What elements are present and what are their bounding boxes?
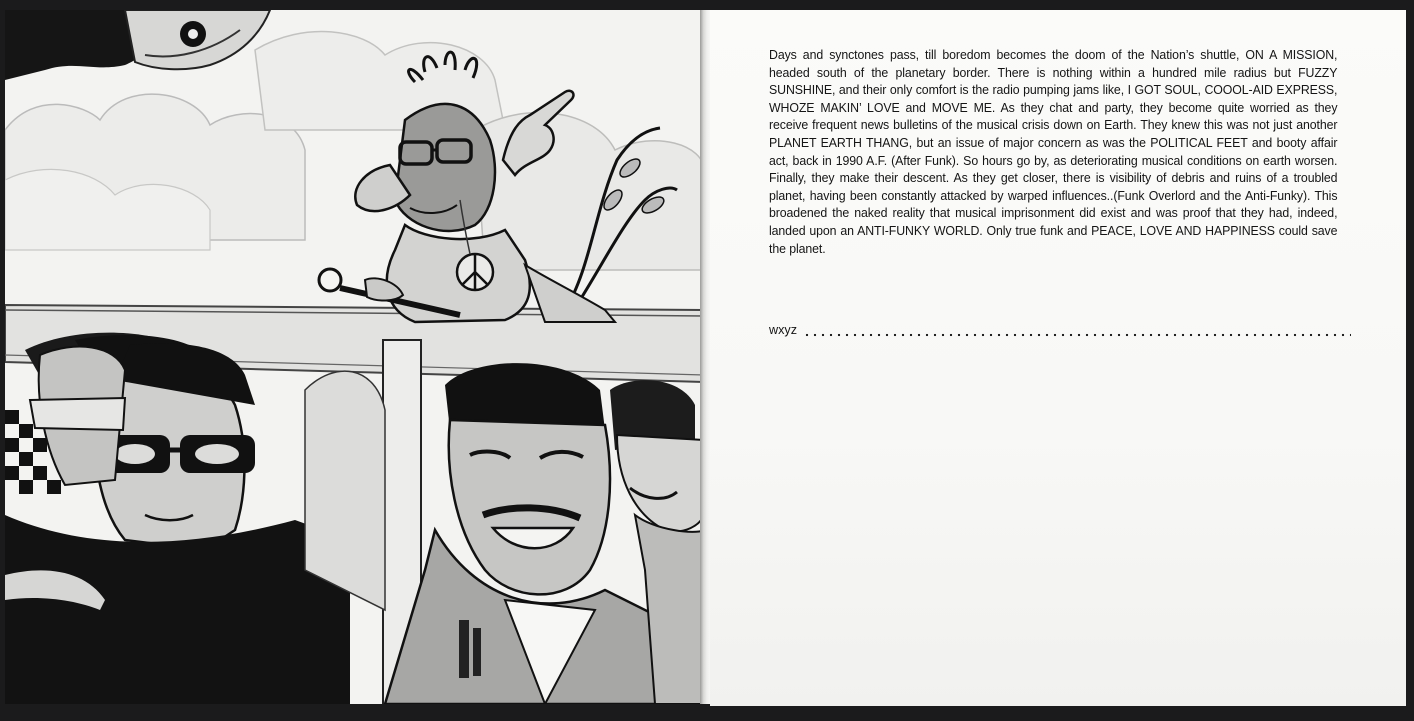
- signature-line: [769, 323, 1351, 337]
- signature: wxyz: [769, 323, 797, 337]
- text-page: [710, 10, 1406, 706]
- illustration-page: [5, 10, 704, 704]
- dotted-leader: [803, 325, 1351, 337]
- comic-illustration: [5, 10, 704, 704]
- book-gutter: [700, 10, 710, 704]
- story-paragraph: Days and synctones pass, till boredom becomes the doom of the Nation’s shuttle, ON A MISSION, headed south of the planetary border. There is nothing within a hundred mile radius but FUZZY SUNSHINE, and their only comfort is the radio pumping jams like, I GOT SOUL, COOOL-AID EXPRESS, WHOZE MAKIN’ LOVE and MOVE ME. As they chat and party, they become quite worried as they receive frequent news bulletins of the musical crisis down on Earth. They knew this was not just another PLANET EARTH THANG, but an issue of major concern as was the POLITICAL FEET and booty affair act, back in 1990 A.F. (After Funk). So hours go by, as deteriorating musical conditions on earth worsen. Finally, they make their descent. As they get closer, there is visibility of debris and ruins of a troubled planet, having been constantly attacked by warped influences..(Funk Overlord and the Anti-Funky). This broadened the naked reality that musical imprisonment did exist and was proof that they had, indeed, landed upon an ANTI-FUNKY WORLD. Only true funk and PEACE, LOVE AND HAPPINESS could save the planet.: [769, 48, 1338, 256]
